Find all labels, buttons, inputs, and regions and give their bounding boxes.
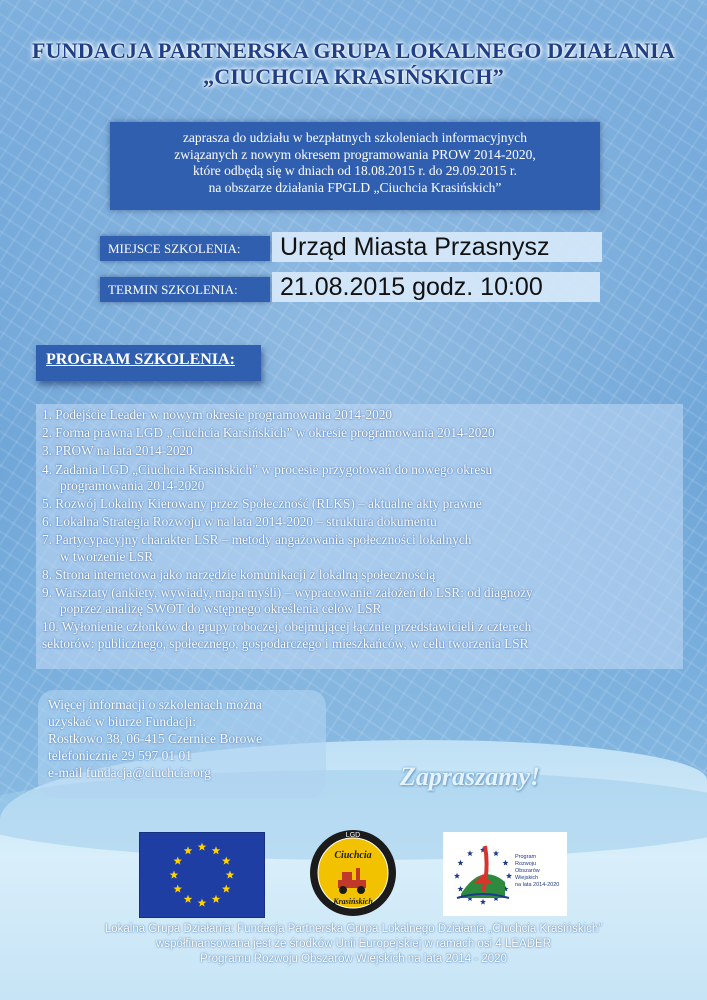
intro-box xyxy=(110,122,600,210)
star-icon xyxy=(222,885,231,893)
star-icon xyxy=(173,885,182,893)
footer-line: Programu Rozwoju Obszarów Wiejskich na lata 2014 - 2020 xyxy=(200,953,507,965)
star-icon xyxy=(467,850,473,856)
header-line-1: FUNDACJA PARTNERSKA GRUPA LOKALNEGO DZIAŁANIA xyxy=(31,38,676,63)
star-icon xyxy=(493,850,499,856)
star-icon xyxy=(170,871,179,879)
program-heading xyxy=(36,345,261,381)
list-item-text: 7. Partycypacyjny charakter LSR – metody angażowania społeczności lokalnych xyxy=(42,532,472,548)
list-item-text-cont: w tworzenie LSR xyxy=(60,548,154,564)
list-item xyxy=(42,532,677,564)
star-icon xyxy=(212,895,221,903)
list-item-text-cont: programowania 2014-2020 xyxy=(60,477,205,493)
contact-phone: telefonicznie 29 597 01 01 xyxy=(48,748,192,763)
term-value: 21.08.2015 godz. 10:00 xyxy=(272,272,600,302)
lgd-name2-text: Krasińskich xyxy=(333,897,373,906)
lgd-emblem-icon xyxy=(308,828,398,918)
header-line-2: „CIUCHCIA KRASIŃSKICH” xyxy=(203,64,504,89)
star-icon xyxy=(198,899,207,907)
star-icon xyxy=(198,843,207,851)
intro-line: zaprasza do udziału w bezpłatnych szkoleniach informacyjnych xyxy=(182,130,528,145)
star-icon xyxy=(506,873,512,879)
place-value: Urząd Miasta Przasnysz xyxy=(272,232,602,262)
prow-line: Rozwoju xyxy=(515,861,537,867)
contact-line: uzyskać w biurze Fundacji: xyxy=(48,714,197,729)
contact-line: Więcej informacji o szkoleniach można xyxy=(48,697,262,712)
prow-caption xyxy=(515,854,567,889)
prow-line: Program xyxy=(515,854,537,860)
prow-line: na lata 2014-2020 xyxy=(515,882,560,888)
list-item-text: 4. Zadania LGD „Ciuchcia Krasińskich” w procesie przygotowań do nowego okresu xyxy=(42,461,493,477)
list-item xyxy=(42,443,677,459)
footer xyxy=(0,922,707,967)
star-icon xyxy=(184,846,193,854)
page-header xyxy=(0,38,707,90)
program-heading-text: PROGRAM SZKOLENIA: xyxy=(46,351,235,368)
intro-line: związanych z nowym okresem programowania PROW 2014-2020, xyxy=(174,146,536,162)
star-icon xyxy=(184,895,193,903)
footer-line: współfinansowana jest ze środków Unii Europejskiej w ramach osi 4 LEADER xyxy=(155,938,551,950)
star-icon xyxy=(226,871,235,879)
footer-line: Lokalna Grupa Działania: Fundacja Partnerska Grupa Lokalnego Działania „Ciuchcia Krasińskich” xyxy=(104,923,603,935)
lgd-logo xyxy=(308,828,398,918)
eu-stars-icon xyxy=(140,833,264,917)
list-item-text: 9. Warsztaty (ankiety, wywiady, mapa myśli) – wypracowanie założeń do LSR: od diagnozy xyxy=(42,585,533,601)
list-item xyxy=(42,619,677,651)
list-item-text: 8. Strona internetowa jako narzędzie komunikacji z lokalną społecznością xyxy=(42,566,436,582)
lgd-name-text: Ciuchcia xyxy=(334,850,372,861)
list-item xyxy=(42,425,677,441)
list-item-text: 10. Wyłonienie członków do grupy roboczej, obejmującej łącznie przedstawicieli z czterech xyxy=(42,619,532,635)
star-icon xyxy=(454,873,460,879)
star-icon xyxy=(457,860,463,866)
lgd-top-text: LGD xyxy=(345,832,361,839)
list-item-text-cont: poprzez analizę SWOT do wstępnego określenia celów LSR xyxy=(60,601,382,617)
prow-logo xyxy=(443,832,567,916)
contact-box xyxy=(38,690,326,798)
prow-line: Obszarów xyxy=(515,868,540,874)
intro-line: które odbędą się w dniach od 18.08.2015 r. do 29.09.2015 r. xyxy=(193,163,517,178)
eu-flag-logo xyxy=(139,832,265,918)
place-label: MIEJSCE SZKOLENIA: xyxy=(100,236,270,261)
list-item xyxy=(42,567,677,583)
star-icon xyxy=(222,857,231,865)
star-icon xyxy=(480,899,486,905)
list-item xyxy=(42,496,677,512)
list-item xyxy=(42,407,677,423)
contact-address: Rostkowo 38, 06-415 Czernice Borowe xyxy=(48,731,263,746)
star-icon xyxy=(173,857,182,865)
invitation-text: Zapraszamy! xyxy=(400,762,541,791)
list-item xyxy=(42,462,677,494)
term-label: TERMIN SZKOLENIA: xyxy=(100,277,270,302)
prow-line: Wiejskich xyxy=(515,875,539,881)
intro-line: na obszarze działania FPGLD „Ciuchcia Krasińskich” xyxy=(208,179,502,195)
list-item xyxy=(42,585,677,617)
list-item-text: 6. Lokalna Strategia Rozwoju w na lata 2014-2020 – struktura dokumentu xyxy=(42,514,437,530)
list-item-text: 3. PROW na lata 2014-2020 xyxy=(42,443,193,459)
star-icon xyxy=(457,886,463,892)
star-icon xyxy=(502,860,508,866)
list-item-text: 1. Podejście Leader w nowym okresie programowania 2014-2020 xyxy=(42,407,393,422)
list-item-text-cont: sektorów: publicznego, społecznego, gospodarczego i mieszkańców, w celu tworzenia LSR xyxy=(42,635,529,651)
list-item xyxy=(42,514,677,530)
list-item-text: 2. Forma prawna LGD „Ciuchcia Karsińskich” w okresie programowania 2014-2020 xyxy=(42,425,495,441)
star-icon xyxy=(212,846,221,854)
list-item-text: 5. Rozwój Lokalny Kierowany przez Społeczność (RLKS) – aktualne akty prawne xyxy=(42,496,482,512)
contact-email: e-mail fundacja@ciuchcia.org xyxy=(48,765,211,780)
program-list xyxy=(36,404,683,669)
